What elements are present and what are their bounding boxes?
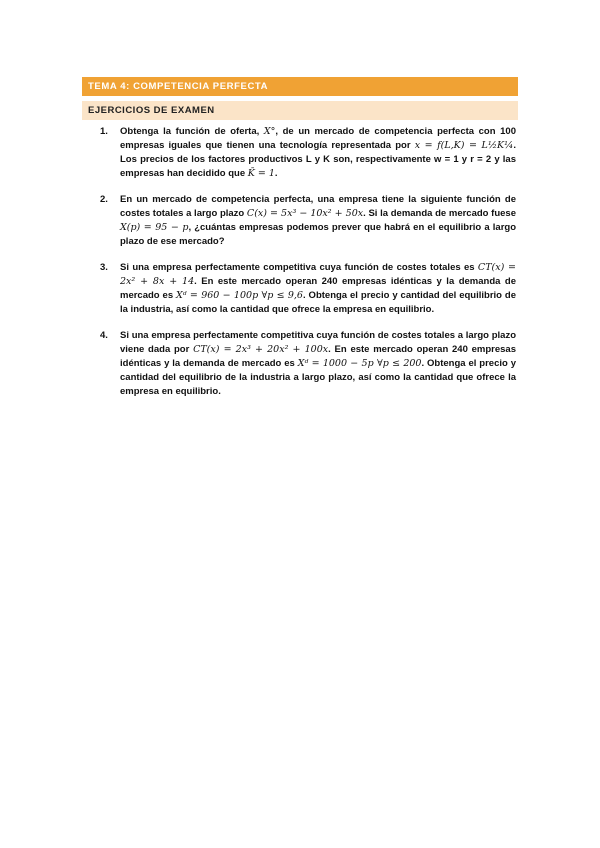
exercise-text-part: . Obtenga el precio y cantidad del equilibrio de la industria, así como la cantidad que ofrece la empresa en equilibrio. [120,290,516,315]
exercise-number: 4. [100,330,108,341]
exercise-text [120,193,516,249]
exercise-text-part: Obtenga la función de oferta, [120,126,264,137]
topic-title-banner: TEMA 4: COMPETENCIA PERFECTA [82,77,518,96]
exercise-list [100,125,516,411]
math-expression: C(x) = 5x³ − 10x² + 50x [246,208,364,219]
math-expression: CT(x) = 2x² + 8x + 14 [120,262,516,287]
exercise-text-part: En un mercado de competencia perfecta, una empresa tiene la siguiente función de costes totales a largo plazo [120,194,516,219]
math-expression: X(p) = 95 − p [120,222,189,233]
exercise-text [120,329,516,399]
exercise-number: 2. [100,194,108,205]
exercise-text-part: , de un mercado de competencia perfecta con 100 empresas iguales que tienen una tecnología representada por [120,126,516,151]
exercise-number: 3. [100,262,108,273]
exercise-text [120,125,516,181]
math-expression: Xᵈ = 1000 − 5p ∀p ≤ 200 [297,358,422,369]
exercise-text-part: . Obtenga el precio y cantidad del equilibrio de la industria a largo plazo, así como la cantidad que ofrece la empresa en equilibrio. [120,358,516,397]
exercise-item [100,329,516,399]
section-heading: EJERCICIOS DE EXAMEN [82,101,518,120]
exercise-item [100,125,516,181]
exercise-number: 1. [100,126,108,137]
exercise-item [100,261,516,317]
exercise-text [120,261,516,317]
exercise-text-part: Si una empresa perfectamente competitiva cuya función de costes totales es [120,262,478,273]
math-expression: X° [263,126,276,137]
exercise-text-part: . Los precios de los factores productivos L y K son, respectivamente w = 1 y r = 2 y las empresas han decidido que [120,140,516,179]
exercise-item [100,193,516,249]
exercise-text-part: Si una empresa perfectamente competitiva cuya función de costes totales a largo plazo viene dada por [120,330,516,355]
exercise-text-part: . En este mercado operan 240 empresas idénticas y la demanda de mercado es [120,344,516,369]
exercise-text-part: . [274,168,278,179]
math-expression: CT(x) = 2x³ + 20x² + 100x [193,344,329,355]
math-expression: K̄ = 1 [247,168,275,179]
exercise-text-part: . En este mercado operan 240 empresas idénticas y la demanda de mercado es [120,276,517,301]
math-expression: x = f(L,K) = L½K¼ [414,140,514,151]
exercise-text-part: . Si la demanda de mercado fuese [363,208,516,219]
exercise-text-part: , ¿cuántas empresas podemos prever que habrá en el equilibrio a largo plazo de ese mercado? [120,222,516,247]
math-expression: Xᵈ = 960 − 100p ∀p ≤ 9,6 [176,290,303,301]
